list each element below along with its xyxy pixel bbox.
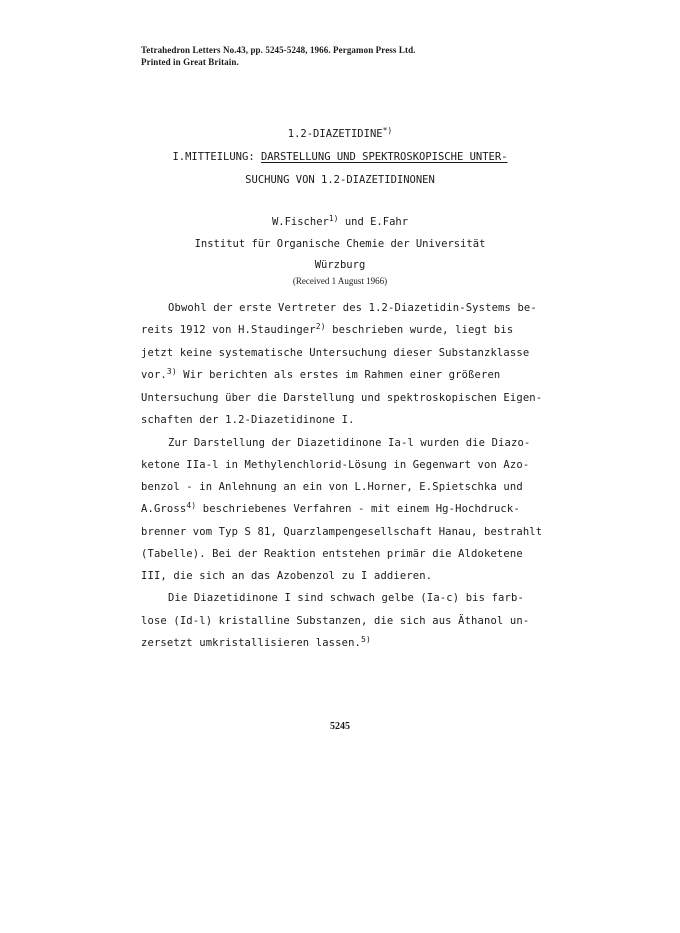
body-text: vor. xyxy=(141,369,167,381)
affiliation-line-1: Institut für Organische Chemie der Universität xyxy=(194,238,486,250)
body-line: III, die sich an das Azobenzol zu I addieren. xyxy=(141,570,433,582)
body-text: zersetzt umkristallisieren lassen. xyxy=(141,637,362,649)
body-line xyxy=(141,637,371,649)
body-line: Obwohl der erste Vertreter des 1.2-Diazetidin-Systems be- xyxy=(168,302,537,314)
body-line xyxy=(141,369,500,381)
body-line: brenner vom Typ S 81, Quarzlampengesellschaft Hanau, bestrahlt xyxy=(141,526,543,538)
body-line: jetzt keine systematische Untersuchung dieser Substanzklasse xyxy=(141,347,530,359)
body-text: reits 1912 von H.Staudinger xyxy=(141,324,316,336)
footnote-ref: 4) xyxy=(186,501,197,510)
affiliation-line-2: Würzburg xyxy=(314,259,366,271)
body-line: schaften der 1.2-Diazetidinone I. xyxy=(141,414,355,426)
body-line: lose (Id-l) kristalline Substanzen, die sich aus Äthanol un- xyxy=(141,615,530,627)
page-number: 5245 xyxy=(330,721,350,732)
body-line xyxy=(141,324,513,336)
body-line xyxy=(141,503,520,515)
body-line: Die Diazetidinone I sind schwach gelbe (Ia-c) bis farb- xyxy=(168,592,524,604)
footnote-ref: 3) xyxy=(166,367,177,376)
body-line: benzol - in Anlehnung an ein von L.Horner, E.Spietschka und xyxy=(141,481,523,493)
body-line: Zur Darstellung der Diazetidinone Ia-l wurden die Diazo- xyxy=(168,437,531,449)
subtitle-underlined: DARSTELLUNG UND SPEKTROSKOPISCHE UNTER- xyxy=(260,151,508,163)
authors xyxy=(0,216,680,228)
journal-citation: Tetrahedron Letters No.43, pp. 5245-5248, 1966. Pergamon Press Ltd. xyxy=(141,45,416,55)
body-line: (Tabelle). Bei der Reaktion entstehen primär die Aldoketene xyxy=(141,548,523,560)
footnote-ref: 2) xyxy=(315,322,326,331)
body-text: beschrieben wurde, liegt bis xyxy=(325,324,514,336)
author-2: und E.Fahr xyxy=(338,216,409,228)
footnote-ref: 5) xyxy=(361,635,371,644)
author-1-footnote: 1) xyxy=(328,214,339,223)
author-1: W.Fischer xyxy=(271,216,329,228)
received-date: (Received 1 August 1966) xyxy=(292,276,388,286)
article-title xyxy=(0,128,680,140)
title-footnote-mark: *) xyxy=(382,126,393,135)
subtitle-prefix: I.MITTEILUNG: xyxy=(172,151,261,163)
subtitle-line-2: SUCHUNG VON 1.2-DIAZETIDINONEN xyxy=(245,174,435,186)
subtitle-line-1 xyxy=(0,151,680,163)
body-text: Wir berichten als erstes im Rahmen einer größeren xyxy=(176,369,501,381)
body-text: beschriebenes Verfahren - mit einem Hg-Hochdruck- xyxy=(196,503,520,515)
body-line: ketone IIa-l in Methylenchlorid-Lösung in Gegenwart von Azo- xyxy=(141,459,530,471)
body-text: A.Gross xyxy=(141,503,187,515)
printed-in: Printed in Great Britain. xyxy=(141,57,239,67)
title-text: 1.2-DIAZETIDINE xyxy=(287,128,383,140)
body-line: Untersuchung über die Darstellung und spektroskopischen Eigen- xyxy=(141,392,543,404)
